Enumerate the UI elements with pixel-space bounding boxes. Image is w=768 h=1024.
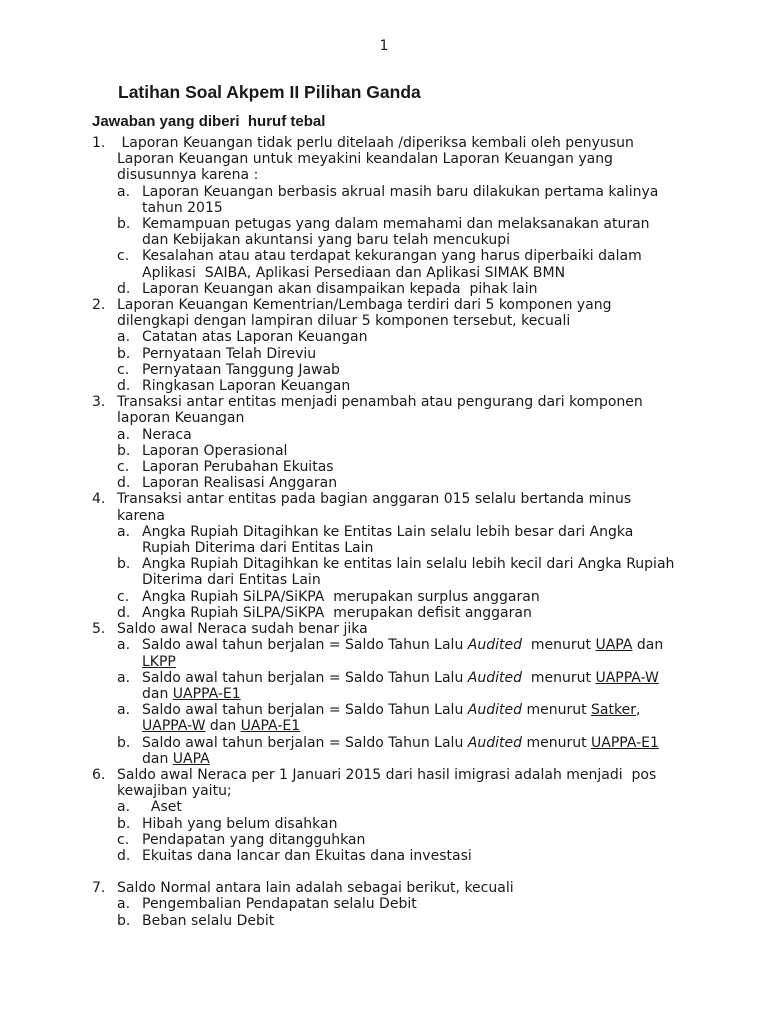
text-segment: UAPA-E1 — [240, 718, 301, 735]
question-item — [92, 621, 676, 767]
question-item — [92, 767, 676, 864]
question-number: 7. — [92, 880, 106, 897]
option-text — [142, 702, 676, 734]
option-item — [117, 346, 676, 362]
question-list — [92, 135, 679, 929]
question-number: 1. — [92, 135, 106, 151]
text-segment: dan — [142, 734, 664, 767]
text-segment: UAPPA-W — [595, 669, 659, 686]
option-label: a. — [117, 637, 131, 654]
text-segment: UAPPA-E1 — [172, 685, 241, 702]
option-label: a. — [117, 523, 131, 540]
question-body — [117, 880, 676, 929]
option-item — [117, 637, 676, 669]
option-list — [117, 799, 676, 864]
page-title: Latihan Soal Akpem II Pilihan Ganda — [118, 82, 421, 102]
option-text: Kesalahan atau atau terdapat kekurangan yang harus diperbaiki dalam Aplikasi SAIBA, Aplikasi Persediaan dan Aplikasi SIMAK BMN — [142, 248, 647, 281]
question-body — [117, 621, 676, 767]
option-label: c. — [117, 248, 130, 265]
option-item — [117, 735, 676, 767]
question-stem: Laporan Keuangan tidak perlu ditelaah /diperiksa kembali oleh penyusun Laporan Keuangan untuk meyakini keandalan Laporan Keuangan yang disusunnya karena : — [117, 135, 639, 184]
option-item — [117, 475, 676, 491]
option-item — [117, 589, 676, 605]
text-segment: LKPP — [142, 653, 176, 670]
option-item — [117, 816, 676, 832]
option-text: Ekuitas dana lancar dan Ekuitas dana investasi — [142, 847, 472, 864]
option-text: Laporan Realisasi Anggaran — [142, 475, 338, 492]
option-label: b. — [117, 442, 131, 459]
question-number: 2. — [92, 297, 106, 314]
option-item — [117, 702, 676, 734]
option-item — [117, 556, 679, 589]
option-label: b. — [117, 345, 131, 362]
text-segment: dan — [632, 637, 668, 654]
option-text: Ringkasan Laporan Keuangan — [142, 378, 351, 395]
question-item — [92, 491, 679, 621]
option-text: Beban selalu Debit — [142, 912, 275, 929]
text-segment: Audited — [467, 637, 522, 654]
option-label: d. — [117, 280, 131, 297]
option-label: c. — [117, 831, 130, 848]
option-label: b. — [117, 734, 131, 751]
option-label: d. — [117, 847, 131, 864]
text-segment: UAPPA-E1 — [591, 734, 659, 751]
text-segment: Saldo awal tahun berjalan = Saldo Tahun Lalu — [142, 734, 468, 751]
option-item — [117, 329, 676, 345]
option-label: c. — [117, 361, 130, 378]
option-label: b. — [117, 216, 131, 233]
option-label: c. — [117, 588, 130, 605]
text-segment: Audited — [467, 669, 522, 686]
option-item — [117, 281, 676, 297]
option-text: Hibah yang belum disahkan — [142, 815, 338, 832]
question-body — [117, 135, 676, 297]
option-text: Pendapatan yang ditangguhkan — [142, 831, 366, 848]
option-text: Neraca — [142, 426, 192, 443]
question-stem: Saldo awal Neraca sudah benar jika — [117, 621, 368, 638]
option-label: d. — [117, 475, 131, 492]
option-label: a. — [117, 669, 131, 686]
option-item — [117, 605, 676, 621]
option-label: d. — [117, 604, 131, 621]
option-item — [117, 216, 676, 248]
question-stem: Transaksi antar entitas pada bagian anggaran 015 selalu bertanda minus karena — [117, 491, 636, 524]
page-number: 1 — [379, 38, 389, 54]
option-text: Kemampuan petugas yang dalam memahami dan melaksanakan aturan dan Kebijakan akuntansi yang baru telah mencukupi — [142, 216, 654, 249]
option-item — [117, 427, 676, 443]
option-list — [117, 427, 676, 492]
question-stem: Saldo Normal antara lain adalah sebagai berikut, kecuali — [117, 880, 514, 897]
option-item — [117, 378, 676, 394]
option-list — [117, 523, 679, 621]
option-item — [117, 896, 676, 912]
text-segment: menurut — [522, 734, 592, 751]
text-segment: , — [635, 702, 645, 719]
option-text: Pernyataan Tanggung Jawab — [142, 361, 340, 378]
option-item — [117, 913, 676, 929]
option-label: a. — [117, 329, 131, 346]
text-segment: Audited — [467, 734, 522, 751]
option-item — [117, 670, 676, 702]
text-segment: menurut — [522, 637, 596, 654]
text-segment: Saldo awal tahun berjalan = Saldo Tahun Lalu — [142, 669, 468, 686]
option-text — [142, 637, 676, 669]
option-text: Catatan atas Laporan Keuangan — [142, 329, 368, 346]
option-text: Aset — [142, 799, 182, 816]
question-item — [92, 297, 676, 394]
option-text: Laporan Keuangan berbasis akrual masih baru dilakukan pertama kalinya tahun 2015 — [142, 183, 663, 216]
option-label: a. — [117, 896, 131, 913]
question-body — [117, 297, 676, 394]
question-number: 3. — [92, 394, 106, 411]
question-stem: Laporan Keuangan Kementrian/Lembaga terdiri dari 5 komponen yang dilengkapi dengan lampiran diluar 5 komponen tersebut, kecuali — [117, 297, 616, 330]
text-segment: dan — [142, 669, 664, 702]
option-label: a. — [117, 799, 131, 816]
option-item — [117, 832, 676, 848]
option-list — [117, 184, 676, 297]
option-text — [142, 670, 676, 702]
text-segment: UAPPA-W — [142, 718, 206, 735]
option-item — [117, 248, 676, 280]
text-segment: dan — [205, 718, 241, 735]
option-label: b. — [117, 556, 131, 573]
question-item — [92, 135, 676, 297]
text-segment: Saldo awal tahun berjalan = Saldo Tahun Lalu — [142, 637, 468, 654]
option-label: b. — [117, 815, 131, 832]
option-text: Angka Rupiah SiLPA/SiKPA merupakan defisit anggaran — [142, 604, 532, 621]
text-segment: UAPA — [595, 637, 633, 654]
text-segment: menurut — [522, 702, 592, 719]
option-text: Laporan Keuangan akan disampaikan kepada pihak lain — [142, 280, 538, 297]
option-list — [117, 896, 676, 928]
text-segment: Saldo awal tahun berjalan = Saldo Tahun Lalu — [142, 702, 468, 719]
option-label: c. — [117, 459, 130, 476]
option-item — [117, 443, 676, 459]
option-list — [117, 637, 676, 767]
option-text: Laporan Perubahan Ekuitas — [142, 459, 334, 476]
option-text: Pernyataan Telah Direviu — [142, 345, 317, 362]
question-body — [117, 394, 676, 491]
option-item — [117, 459, 676, 475]
option-text — [142, 735, 676, 767]
option-item — [117, 184, 676, 216]
text-segment: UAPA — [172, 750, 210, 767]
option-label: a. — [117, 426, 131, 443]
instruction-heading: Jawaban yang diberi huruf tebal — [92, 113, 326, 130]
question-item — [92, 880, 676, 929]
option-label: a. — [117, 183, 131, 200]
question-item — [92, 394, 676, 491]
option-text: Pengembalian Pendapatan selalu Debit — [142, 896, 417, 913]
option-label: d. — [117, 378, 131, 395]
question-stem: Transaksi antar entitas menjadi penambah atau pengurang dari komponen laporan Keuangan — [117, 394, 648, 427]
question-stem: Saldo awal Neraca per 1 Januari 2015 dari hasil imigrasi adalah menjadi pos kewajiban yaitu; — [117, 766, 661, 800]
text-segment: Satker — [591, 702, 636, 719]
question-body — [117, 491, 679, 621]
option-item — [117, 848, 676, 864]
option-text: Angka Rupiah Ditagihkan ke Entitas Lain selalu lebih besar dari Angka Rupiah Diterima dari Entitas Lain — [142, 523, 638, 557]
option-text: Angka Rupiah Ditagihkan ke entitas lain selalu lebih kecil dari Angka Rupiah Diterima dari Entitas Lain — [142, 556, 679, 589]
text-segment: menurut — [522, 669, 596, 686]
question-number: 6. — [92, 766, 106, 783]
option-item — [117, 799, 676, 815]
option-text: Laporan Operasional — [142, 442, 288, 459]
option-label: b. — [117, 912, 131, 929]
option-item — [117, 362, 676, 378]
question-number: 4. — [92, 491, 106, 508]
option-list — [117, 329, 676, 394]
question-number: 5. — [92, 621, 106, 638]
option-label: a. — [117, 702, 131, 719]
option-text: Angka Rupiah SiLPA/SiKPA merupakan surplus anggaran — [142, 588, 540, 605]
option-item — [117, 524, 676, 556]
question-body — [117, 767, 676, 864]
text-segment: Audited — [467, 702, 522, 719]
